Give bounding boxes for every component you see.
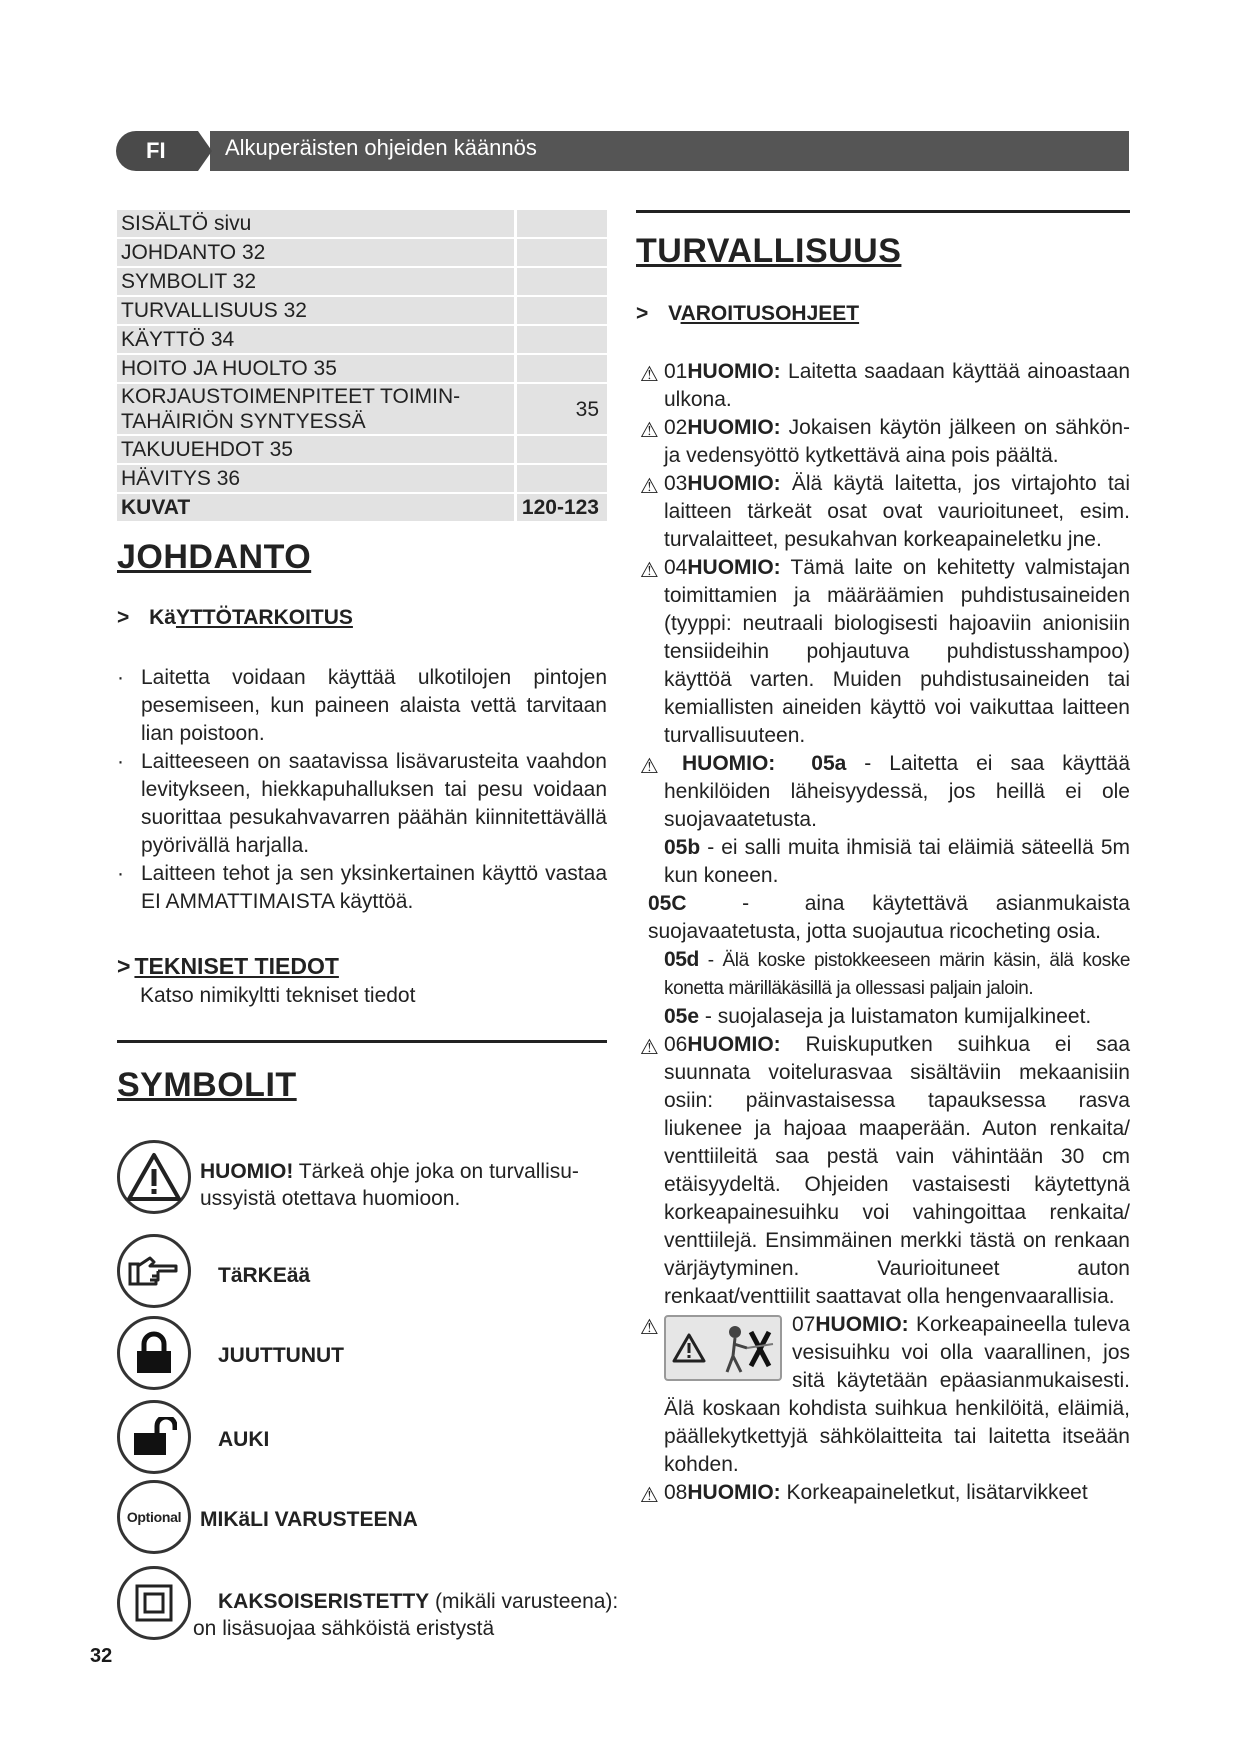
unlock-icon: [117, 1400, 191, 1474]
toc-row: [117, 267, 607, 296]
safety-item-num: 07: [792, 1313, 816, 1336]
toc-label: KÄYTTÖ 34: [117, 325, 516, 354]
symbol-unlocked-label: AUKI: [218, 1428, 270, 1451]
section-divider: [117, 1040, 607, 1043]
toc-page: [516, 296, 608, 325]
warning-icon: ⚠: [640, 363, 659, 386]
optional-icon: [117, 1480, 191, 1554]
symbol-warning-desc2: ussyistä otettava huomioon.: [200, 1187, 461, 1210]
intro-subheading: [117, 606, 353, 630]
safety-subitem-text: - suojalaseja ja luistamaton kumijalkineet.: [699, 1005, 1092, 1028]
safety-item: [640, 358, 1130, 414]
safety-item: [640, 1031, 1130, 1311]
intro-bullet: · Laitteen tehot ja sen yksinkertainen käyttö vastaa EI AMMATTIMAISTA käyttöä.: [117, 860, 607, 916]
intro-bullet: · Laitetta voidaan käyttää ulkotilojen pintojen pesemiseen, kun paineen alaista vettä tarvitaan lian poistoon.: [117, 664, 607, 748]
table-of-contents: [117, 210, 607, 523]
safety-item-text: - Laitetta ei saa käyttää henkilöiden läheisyydessä, jos heillä ei ole suojavaatetusta.: [664, 752, 1130, 831]
toc-row: [117, 493, 607, 522]
safety-item: [640, 750, 1130, 834]
toc-label: TURVALLISUUS 32: [117, 296, 516, 325]
toc-label: [117, 383, 516, 435]
safety-item-num: 03: [664, 472, 688, 495]
symbol-warning-text: [200, 1158, 579, 1212]
toc-label-line2: TAHÄIRIÖN SYNTYESSÄ: [121, 410, 366, 433]
optional-icon-label: Optional: [126, 1509, 182, 1525]
safety-item-label: HUOMIO:: [687, 472, 781, 495]
toc-row: [117, 238, 607, 267]
safety-item-text: Korkeapaineletkut, lisätarvikkeet: [780, 1481, 1088, 1504]
symbol-optional-label: MIKäLI VARUSTEENA: [200, 1508, 418, 1531]
safety-item-num: 06: [664, 1033, 688, 1056]
safety-item-label: HUOMIO:: [815, 1313, 909, 1336]
toc-page: [516, 238, 608, 267]
symbol-warning-label: HUOMIO!: [200, 1160, 294, 1183]
toc-label: KUVAT: [117, 493, 516, 522]
safety-item-label: HUOMIO:: [687, 416, 781, 439]
safety-item: [640, 470, 1130, 554]
toc-row: [117, 296, 607, 325]
warning-icon: ⚠: [640, 1484, 659, 1507]
safety-item-label: HUOMIO:: [687, 556, 781, 579]
symbol-double-insulation-desc2: on lisäsuojaa sähköistä eristystä: [193, 1617, 495, 1640]
warning-icon: ⚠: [640, 475, 659, 498]
pointing-hand-icon: [117, 1234, 191, 1308]
safety-item-num: 01: [664, 360, 688, 383]
toc-page: [516, 267, 608, 296]
language-badge: FI: [116, 131, 198, 171]
safety-item-text: Ruiskuputken suihkua ei saa suunnata voitelurasvaa sisältäviin mekaanisiin osiin: päinvastaisessa tapauksessa rasva liukenee ja hajoaa maaperään. Auton renkaita/ venttiileitä saa pestä vain vähintään 30 cm etäisyydeltä. Ohjeiden vastaisesti käytettynä korkeapainesuihku voi vahingoittaa renkaita/ venttiilejä. Ensimmäinen merkki tästä on renkaan värjäytyminen. Vaurioituneet auton renkaat/venttiilit saattavat olla hengenvaarallisia.: [664, 1033, 1130, 1308]
toc-row: [117, 464, 607, 493]
tech-text: Katso nimikyltti tekniset tiedot: [140, 984, 416, 1007]
safety-item-text: Korkeapaineella tuleva vesisuihku voi olla vaarallinen, jos sitä käytetään epäasianmukaisesti. Älä koskaan kohdista suihkua henkilöitä, eläimiä, päällekytkettyjä sähkölaitteita tai laitetta itseään kohden.: [664, 1313, 1130, 1476]
lock-icon: [117, 1316, 191, 1390]
toc-label: SISÄLTÖ sivu: [117, 210, 516, 238]
intro-bullet: · Laitteeseen on saatavissa lisävarusteita vaahdon levitykseen, hiekkapuhalluksen tai pesu voidaan suorittaa pesukahvavarren päähän kiinnitettävällä pyörivällä harjalla.: [117, 748, 607, 860]
double-insulation-icon: [117, 1566, 191, 1640]
spray-warning-pictogram: [664, 1315, 782, 1381]
symbol-double-insulation-text: [193, 1588, 618, 1642]
safety-item-text: Tämä laite on kehitetty valmistajan toimittamien ja määräämien puhdistusaineiden (tyyppi: neutraali biologisesti hajoaviin anionisiin tensiideihin pohjautuva puhdistusshampoo) käyttöä varten. Muiden puhdistusaineiden tai kemiallisten aineiden käyttö voi vaikuttaa laitteen turvallisuuteen.: [664, 556, 1130, 747]
warning-icon: ⚠: [640, 419, 659, 442]
toc-page: 35: [516, 383, 608, 435]
safety-item-text: Laitetta saadaan käyttää ainoastaan ulkona.: [664, 360, 1130, 411]
symbol-double-insulation-label: KAKSOISERISTETTY: [218, 1590, 430, 1613]
toc-row: [117, 210, 607, 238]
toc-label-line1: KORJAUSTOIMENPITEET TOIMIN-: [121, 385, 461, 408]
warning-icon: ⚠: [640, 1036, 659, 1059]
safety-sub-rest: AROITUSOHJEET: [680, 302, 860, 325]
toc-row: [117, 354, 607, 383]
toc-page: [516, 210, 608, 238]
toc-label: JOHDANTO 32: [117, 238, 516, 267]
header-title: Alkuperäisten ohjeiden käännös: [225, 135, 537, 160]
symbol-double-insulation-desc: (mikäli varusteena):: [429, 1590, 619, 1613]
toc-row: [117, 325, 607, 354]
safety-subitem: [640, 890, 1136, 946]
safety-subitem-text: - ei salli muita ihmisiä tai eläimiä säteellä 5m kun koneen.: [664, 836, 1130, 887]
safety-subheading: [636, 302, 859, 326]
warning-icon: ⚠: [640, 1316, 659, 1339]
toc-page: 120-123: [516, 493, 608, 522]
toc-label: TAKUUEHDOT 35: [117, 435, 516, 464]
safety-sub-first: V: [668, 302, 681, 325]
intro-bullets: [117, 664, 607, 916]
intro-heading: JOHDANTO: [117, 538, 312, 576]
safety-item: [640, 1479, 1130, 1507]
safety-item: [640, 554, 1130, 750]
warning-icon: [117, 1140, 191, 1214]
intro-sub-rest: YTTÖTARKOITUS: [175, 606, 353, 629]
toc-label: HÄVITYS 36: [117, 464, 516, 493]
language-badge-notch: [198, 131, 212, 171]
safety-item-text: Jokaisen käytön jälkeen on sähkön- ja vedensyöttö kytkettävä aina pois päältä.: [664, 416, 1130, 467]
safety-subitem-label: 05b: [664, 836, 701, 859]
intro-sub-first: Kä: [149, 606, 176, 629]
tech-heading-text: TEKNISET TIEDOT: [134, 953, 339, 979]
safety-subitem: [640, 946, 1130, 1003]
safety-sub-prefix: >: [636, 302, 655, 325]
tech-heading: [117, 953, 339, 980]
safety-top-rule: [636, 210, 1130, 213]
safety-subitem: [640, 1003, 1130, 1031]
safety-item-label: HUOMIO:: [687, 1481, 781, 1504]
toc-row: [117, 383, 607, 435]
safety-item-label: HUOMIO: 05a: [681, 752, 847, 775]
toc-row: [117, 435, 607, 464]
warning-icon: ⚠: [640, 755, 659, 778]
safety-heading: TURVALLISUUS: [636, 232, 902, 270]
toc-page: [516, 354, 608, 383]
safety-item-num: [664, 752, 682, 775]
safety-subitem-label: 05e: [664, 1005, 700, 1028]
symbol-warning-desc: Tärkeä ohje joka on turvallisu-: [293, 1160, 579, 1183]
symbol-important-label: TäRKEää: [218, 1264, 311, 1287]
safety-item-num: 02: [664, 416, 688, 439]
safety-subitem: [640, 834, 1130, 890]
symbols-heading: SYMBOLIT: [117, 1066, 297, 1104]
safety-item-with-image: [640, 1311, 1130, 1479]
toc-page: [516, 325, 608, 354]
warning-icon: ⚠: [640, 559, 659, 582]
safety-subitem-label: 05C: [648, 892, 687, 915]
toc-label: HOITO JA HUOLTO 35: [117, 354, 516, 383]
page-number: 32: [90, 1645, 113, 1667]
safety-item-label: HUOMIO:: [687, 1033, 781, 1056]
toc-page: [516, 464, 608, 493]
tech-prefix: >: [117, 953, 131, 979]
toc-page: [516, 435, 608, 464]
safety-subitem-label: 05d: [664, 948, 699, 971]
safety-subitem-text: - Älä koske pistokkeeseen märin käsin, älä koske konetta märilläkäsillä ja ollessasi paljain jaloin.: [664, 950, 1130, 999]
symbol-locked-label: JUUTTUNUT: [218, 1344, 344, 1367]
safety-item-num: 04: [664, 556, 688, 579]
safety-item-text: Älä käytä laitetta, jos virtajohto tai laitteen tärkeät osat ovat vaurioituneet, esim. turvalaitteet, pesukahvan korkeapaineletku jne.: [664, 472, 1130, 551]
intro-sub-prefix: >: [117, 606, 136, 629]
safety-item: [640, 414, 1130, 470]
safety-subitem-text: - aina käytettävä asianmukaista suojavaatetusta, jotta suojautua ricocheting osia.: [648, 892, 1136, 943]
safety-item-label: HUOMIO:: [687, 360, 781, 383]
safety-item-num: 08: [664, 1481, 688, 1504]
safety-list: [640, 358, 1136, 1507]
toc-label: SYMBOLIT 32: [117, 267, 516, 296]
